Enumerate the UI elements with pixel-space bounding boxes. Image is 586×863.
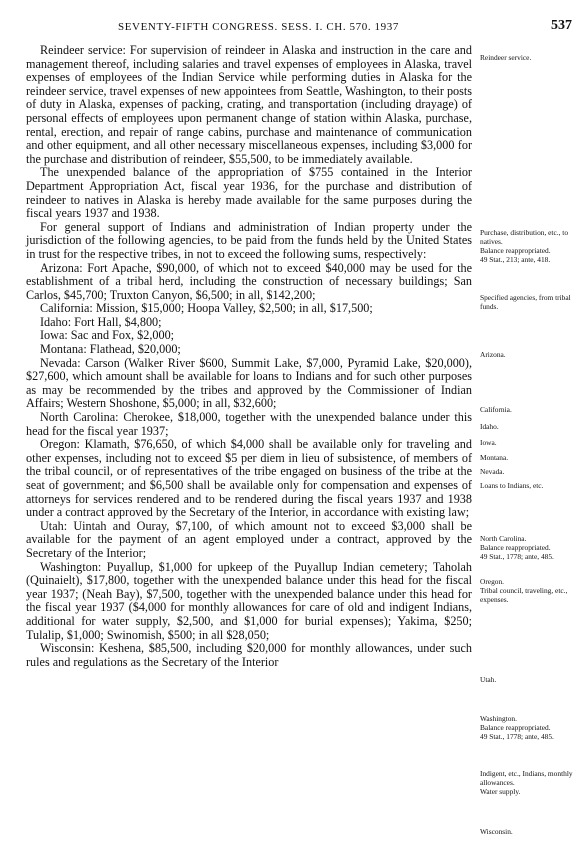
margin-note-utah (480, 675, 578, 684)
margin-note-line: Indigent, etc., Indians, monthly allowances. (480, 769, 573, 787)
paragraph-california: California: Mission, $15,000; Hoopa Valley, $2,500; in all, $17,500; (40, 301, 373, 316)
margin-note-line: Oregon. (480, 577, 505, 586)
margin-note-oregon (480, 577, 578, 604)
margin-note-line: Wisconsin. (480, 827, 513, 836)
margin-note-montana (480, 453, 578, 462)
paragraph-unexpended-balance: The unexpended balance of the appropriation of $755 contained in the Interior Department Appropriation Act, fiscal year 1936, for the purchase and distribution of reindeer to natives in Alaska is hereby made available for the same purposes during the fiscal years 1937 and 1938. (26, 165, 472, 221)
margin-note-line: Purchase, distribution, etc., to natives. (480, 228, 569, 246)
margin-note-indigent (480, 769, 578, 796)
margin-note-loans (480, 481, 578, 490)
paragraph-general-support: For general support of Indians and administration of Indian property under the jurisdiction of the following agencies, to be paid from the funds held by the United States in trust for the respective tribes, in not to exceed the following sums, respectively: (26, 219, 472, 261)
margin-note-line: Reindeer service. (480, 53, 532, 62)
margin-note-line: North Carolina. (480, 534, 527, 543)
margin-note-line: Iowa. (480, 438, 497, 447)
margin-note-line: Tribal council, traveling, etc., expenses. (480, 586, 568, 604)
margin-note-north-carolina (480, 534, 578, 561)
margin-note-line: 49 Stat., 1778; ante, 485. (480, 552, 554, 561)
margin-note-line: Water supply. (480, 787, 521, 796)
margin-note-line: Balance reappropriated. (480, 246, 551, 255)
margin-note-arizona (480, 350, 578, 359)
margin-note-wisconsin (480, 827, 578, 836)
margin-note-line: Idaho. (480, 422, 499, 431)
margin-note-nevada (480, 467, 578, 476)
margin-note-line: Arizona. (480, 350, 506, 359)
margin-note-line: Loans to Indians, etc. (480, 481, 544, 490)
margin-note-line: Balance reappropriated. (480, 723, 551, 732)
margin-note-reindeer-service (480, 53, 578, 62)
paragraph-nevada: Nevada: Carson (Walker River $600, Summit Lake, $7,000, Pyramid Lake, $20,000), $27,600, which amount shall be available for loans to Indians and for such other purposes as may be recommended by the tribes and approved by the Commissioner of Indian Affairs; Western Shoshone, $5,000; in all, $32,600; (26, 355, 472, 411)
paragraph-reindeer-service: Reindeer service: For supervision of reindeer in Alaska and instruction in the care and management thereof, including salaries and travel expenses of employees in Alaska, travel expenses of employees of the Indian Service while performing duties in Alaska for the reindeer service, travel expenses of new appointees from Seattle, Washington, to their posts of duty in Alaska, expenses of packing, crating, and transportation (including drayage) of personal effects of employees upon permanent change of station within Alaska, purchase, rental, erection, and repair of range cabins, purchase and maintenance of communication and other equipment, and all other necessary miscellaneous expenses, including $3,000 for the purchase and distribution of reindeer, $55,500, to be immediately available. (26, 43, 472, 166)
margin-note-idaho (480, 422, 578, 431)
paragraph-arizona: Arizona: Fort Apache, $90,000, of which not to exceed $40,000 may be used for the establishment of a tribal herd, including the construction of necessary buildings; San Carlos, $45,700; Truxton Canyon, $6,500; in all, $142,200; (26, 260, 472, 302)
margin-note-line: Montana. (480, 453, 509, 462)
margin-note-line: Nevada. (480, 467, 505, 476)
margin-note-purchase-distribution (480, 228, 578, 264)
margin-note-line: Specified agencies, from tribal funds. (480, 293, 571, 311)
margin-note-specified-agencies (480, 293, 578, 311)
margin-note-line: 49 Stat., 213; ante, 418. (480, 255, 551, 264)
paragraph-iowa: Iowa: Sac and Fox, $2,000; (40, 328, 175, 343)
margin-note-iowa (480, 438, 578, 447)
margin-note-washington (480, 714, 578, 741)
margin-note-line: California. (480, 405, 512, 414)
paragraph-wisconsin: Wisconsin: Keshena, $85,500, including $20,000 for monthly allowances, under such rules and regulations as the Secretary of the Interior (26, 641, 472, 669)
header-title: SEVENTY-FIFTH CONGRESS. SESS. I. CH. 570. 1937 (118, 21, 399, 33)
margin-note-line: 49 Stat., 1778; ante, 485. (480, 732, 554, 741)
paragraph-utah: Utah: Uintah and Ouray, $7,100, of which amount not to exceed $3,000 shall be available for the payment of an agent employed under a contract, approved by the Secretary of the Interior; (26, 518, 472, 560)
main-text-column (26, 44, 472, 669)
paragraph-idaho: Idaho: Fort Hall, $4,800; (40, 314, 162, 329)
paragraph-oregon: Oregon: Klamath, $76,650, of which $4,000 shall be available only for traveling and other expenses, including not to exceed $5 per diem in lieu of subsistence, of members of the tribal council, or of representatives of the tribe engaged on business of the tribe at the seat of government; and $6,500 shall be available only for compensation and expenses of attorneys for services rendered and to be rendered during the fiscal years 1937 and 1938 under a contract approved by the Secretary of the Interior, in accordance with existing law; (26, 437, 472, 520)
running-header (0, 18, 586, 38)
paragraph-washington: Washington: Puyallup, $1,000 for upkeep of the Puyallup Indian cemetery; Taholah (Quinaielt), $17,800, together with the unexpended balance under this head for the fiscal year 1937; (Neah Bay), $7,500, together with the unexpended balance under this head for the fiscal year 1937 ($4,000 for monthly allowances for care of old and indigent Indians, additional for water supply, $2,500, and $1,000 for burial expenses); Yakima, $250; Tulalip, $1,000; Swinomish, $500; in all $28,050; (26, 559, 472, 642)
margin-note-line: Balance reappropriated. (480, 543, 551, 552)
margin-note-line: Utah. (480, 675, 497, 684)
paragraph-north-carolina: North Carolina: Cherokee, $18,000, together with the unexpended balance under this head for the fiscal year 1937; (26, 410, 472, 438)
paragraph-montana: Montana: Flathead, $20,000; (40, 342, 181, 357)
margin-note-california (480, 405, 578, 414)
margin-note-line: Washington. (480, 714, 517, 723)
page-number: 537 (551, 18, 572, 33)
